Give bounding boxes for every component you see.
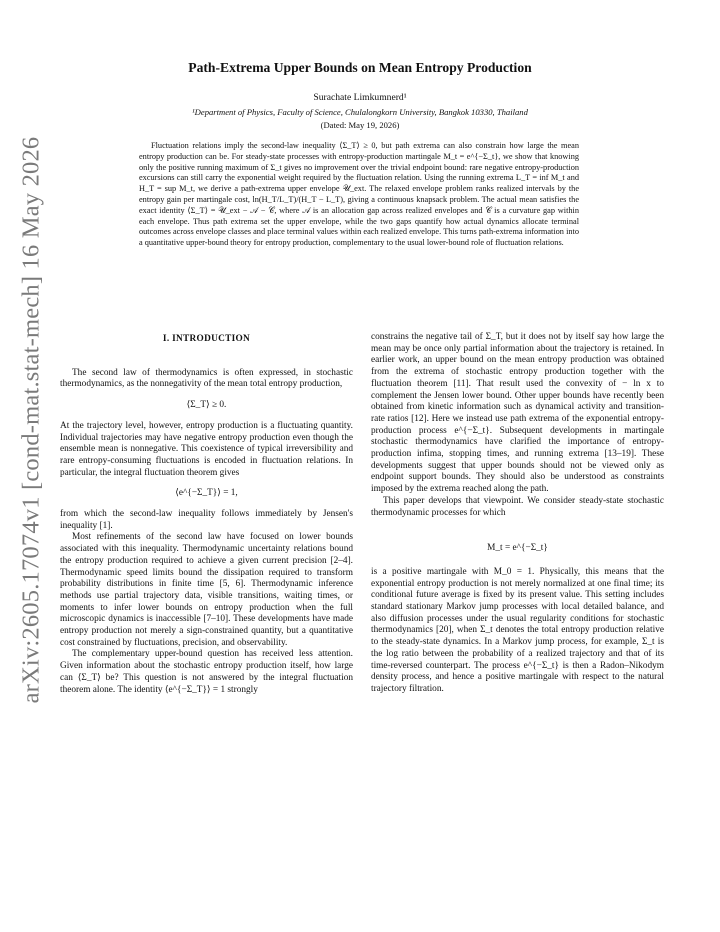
equation-second-law: ⟨Σ_T⟩ ≥ 0. — [186, 400, 227, 411]
intro-paragraph-5: The complementary upper-bound question has received less attention. Given information about the stochastic entropy production itself, how large can ⟨Σ_T⟩ be? This question is not answered by the integral fluctuation theorem alone. The identity ⟨e^{−Σ_T}⟩ = 1 strongly — [60, 649, 353, 695]
paper-title: Path-Extrema Upper Bounds on Mean Entropy Production — [188, 60, 532, 75]
intro-paragraph-2: At the trajectory level, however, entropy production is a fluctuating quantity. Individual trajectories may have negative entropy production even though the ensemble mean is nonnegative. This coexistence of typical irreversibility and rare entropy-consuming fluctuations is encoded in fluctuation relations. In particular, the integral fluctuation theorem gives — [60, 420, 353, 478]
right-column — [371, 332, 664, 696]
arxiv-stamp-text: arXiv:2605.17074v1 [cond-mat.stat-mech] 16 May 2026 — [17, 136, 44, 704]
intro-paragraph-4: Most refinements of the second law have focused on lower bounds associated with this inequality. Thermodynamic uncertainty relations bound the entropy production required to achieve a given current precision [2–4]. Thermodynamic speed limits bound the dissipation required to transform probability distributions in finite time [5, 6]. Thermodynamic inference methods use partial trajectory data, visible transitions, waiting times, or moments to infer lower bounds on entropy production when the full microscopic dynamics is inaccessible [7–10]. These developments have made entropy production not merely a sign-constrained quantity, but a quantitative cost constrained by fluctuations, precision, and observability. — [60, 532, 353, 648]
abstract: Fluctuation relations imply the second-law inequality ⟨Σ_T⟩ ≥ 0, but path extrema can also constrain how large the mean entropy production can be. For steady-state processes with entropy-production martingale M_t = e^{−Σ_t}, we show that knowing only the positive running maximum of Σ_t gives no improvement over the trivial endpoint bound: rare negative entropy-production excursions can still carry the exponential weight required by the fluctuation relation. Using the running extrema L_T = inf M_t and H_T = sup M_t, we derive a path-extrema upper envelope 𝒰_ext. The relaxed envelope problem ranks realized intervals by the entropy gain per martingale cost, ln(H_T/L_T)/(H_T − L_T), giving a continuous knapsack problem. The actual mean satisfies the exact identity ⟨Σ_T⟩ = 𝒰_ext − 𝒜 − 𝒞, where 𝒜 is an allocation gap across realized envelopes and 𝒞 is a curvature gap within each envelope. Thus path extrema set the upper envelope, while the two gaps quantify how actual dynamics allocate terminal outcomes across envelope classes and place terminal values within each realized envelope. This turns path-extrema information into a quantitative upper-bound theory for entropy production, complementary to the usual lower-bound role of fluctuation relations. — [139, 141, 579, 248]
affiliation-line: ¹Department of Physics, Faculty of Science, Chulalongkorn University, Bangkok 10330, Thailand — [192, 107, 528, 117]
arxiv-identifier-stamp — [6, 136, 56, 704]
left-column — [60, 332, 353, 696]
intro-paragraph-3: from which the second-law inequality follows immediately by Jensen's inequality [1]. — [60, 509, 353, 531]
date-line: (Dated: May 19, 2026) — [320, 120, 400, 130]
right-paragraph-2: This paper develops that viewpoint. We consider steady-state stochastic thermodynamic processes for which — [371, 495, 664, 518]
author-line: Surachate Limkumnerd¹ — [313, 92, 407, 103]
equation-martingale: M_t = e^{−Σ_t} — [487, 543, 548, 554]
equation-integral-ft: ⟨e^{−Σ_T}⟩ = 1, — [175, 488, 238, 499]
section-heading: I. INTRODUCTION — [162, 334, 251, 344]
right-paragraph-3: is a positive martingale with M_0 = 1. Physically, this means that the exponential entropy production is not merely normalized at one final time; its conditional future average is fixed by its present value. This setting includes standard stationary Markov jump processes with local detailed balance, and also diffusion processes under the usual regularity conditions for stochastic thermodynamics [20], when Σ_t denotes the total entropy production relative to the steady-state dynamics. In a Markov jump process, for example, Σ_t is the log ratio between the probability of a realized trajectory and that of its time-reversed counterpart. The process e^{−Σ_t} is then a Radon–Nikodym density process, and hence a positive martingale with respect to the natural trajectory filtration. — [371, 566, 664, 694]
right-paragraph-1: constrains the negative tail of Σ_T, but it does not by itself say how large the mean may be once only partial information about the trajectory is retained. In earlier work, an upper bound on the mean entropy production was obtained from the extrema of stochastic entropy production together with the fluctuation theorem [11]. That result used the convexity of − ln x to complement the Jensen lower bound. Other upper bounds have recently been obtained from kinetic information such as dynamical activity and transition-rate ratios [12]. Here we instead use path extrema of the exponential entropy-production process e^{−Σ_t}. Subsequent developments in martingale stochastic thermodynamics have clarified the importance of entropy-production infima, stopping times, and running extrema [13–19]. These developments suggest that upper bounds should not be viewed only as endpoint support bounds. They should also be understood as constraints imposed by the extrema reached along the path. — [371, 332, 664, 495]
intro-paragraph-1: The second law of thermodynamics is often expressed, in stochastic thermodynamics, as the nonnegativity of the mean total entropy production, — [60, 367, 353, 390]
